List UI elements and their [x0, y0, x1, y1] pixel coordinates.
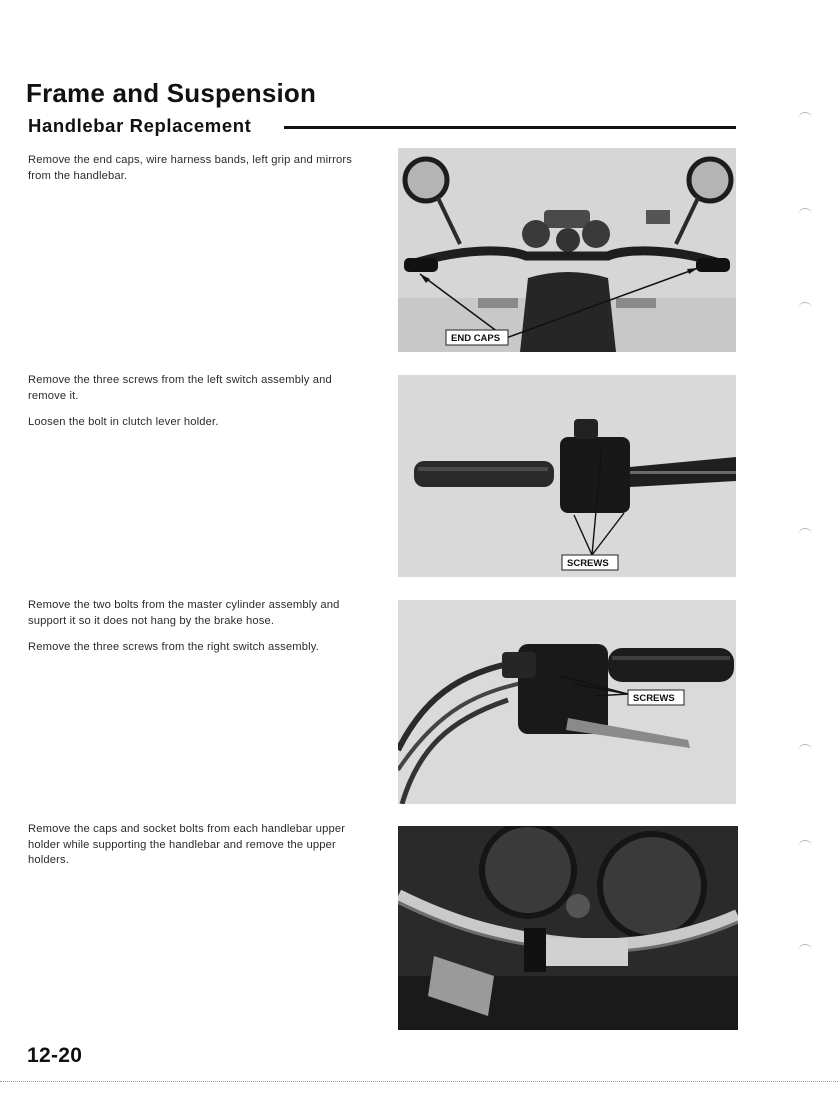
- section-title: Handlebar Replacement: [28, 115, 252, 136]
- step-1-callout: END CAPS: [451, 333, 501, 344]
- step-2-photo-left-switch: [398, 375, 736, 577]
- step-2-text: [28, 373, 373, 442]
- section-title-rule: [284, 126, 736, 129]
- step-3-photo-right-switch: [398, 600, 736, 804]
- step-4-photo-upper-holders: [398, 826, 738, 1030]
- edge-mark: [798, 528, 812, 538]
- edge-mark: [798, 208, 812, 218]
- step-1-paragraph-1: Remove the end caps, wire harness bands, left grip and mirrors from the handlebar.: [28, 154, 352, 182]
- step-3-paragraph-2: Remove the three screws from the right switch assembly.: [28, 641, 319, 653]
- edge-mark: [798, 840, 812, 850]
- step-4-paragraph-1: Remove the caps and socket bolts from each handlebar upper holder while supporting the handlebar and remove the upper holders.: [28, 823, 346, 866]
- edge-mark: [798, 944, 812, 954]
- step-3-callout: SCREWS: [633, 693, 675, 704]
- step-2-callout: SCREWS: [567, 558, 609, 569]
- step-1-text: [28, 153, 373, 195]
- step-2-paragraph-1: Remove the three screws from the left switch assembly and remove it.: [28, 374, 332, 402]
- edge-mark: [798, 112, 812, 122]
- step-2-paragraph-2: Loosen the bolt in clutch lever holder.: [28, 416, 219, 428]
- edge-mark: [798, 302, 812, 312]
- step-3-paragraph-1: Remove the two bolts from the master cylinder assembly and support it so it does not hang by the brake hose.: [28, 599, 340, 627]
- step-3-text: [28, 598, 373, 667]
- chapter-title: Frame and Suspension: [26, 78, 317, 108]
- edge-mark: [798, 744, 812, 754]
- page-number: 12-20: [27, 1044, 83, 1067]
- step-1-photo-end-caps: [398, 148, 736, 352]
- bottom-rule: [0, 1081, 838, 1082]
- step-4-text: [28, 822, 373, 880]
